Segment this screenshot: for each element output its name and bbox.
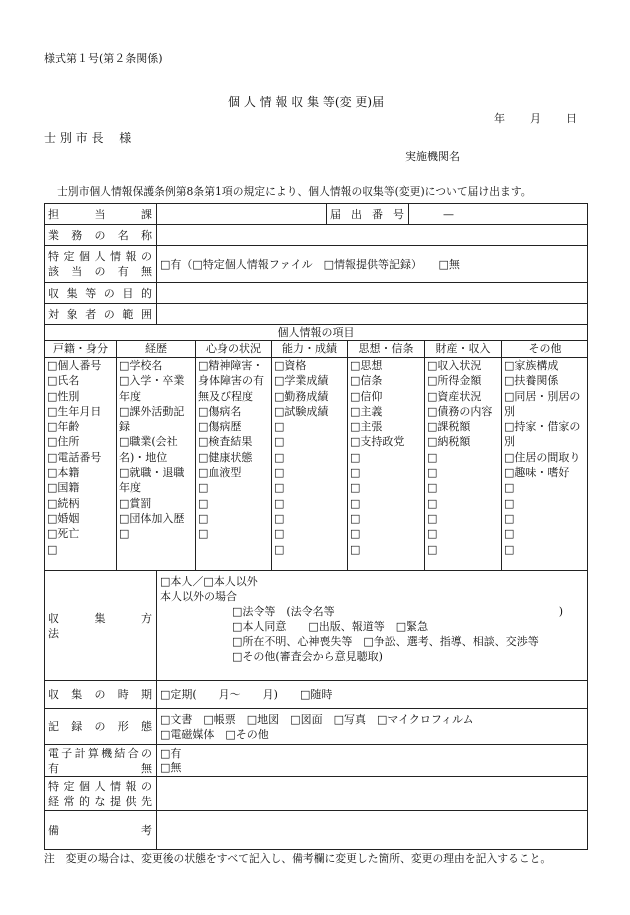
collection-method-options[interactable] (157, 571, 588, 681)
label-record-format: 記 録 の 形 態 (45, 709, 157, 745)
item-checkbox[interactable]: □債務の内容 (427, 404, 493, 418)
item-checkbox[interactable]: □ (274, 511, 285, 525)
date-month: 月 (530, 112, 541, 125)
item-checkbox[interactable]: □ (350, 466, 361, 480)
item-checkbox[interactable]: □ (504, 511, 515, 525)
label-department: 担 当 課 (45, 204, 157, 225)
item-checkbox[interactable]: □ (350, 511, 361, 525)
footnote: 注 変更の場合は、変更後の状態をすべて記入し、備考欄に変更した箇所、変更の理由を記入すること。 (44, 852, 552, 865)
method-line1[interactable]: □本人／□本人以外 (160, 575, 258, 588)
item-column-2 (196, 358, 272, 570)
item-checkbox[interactable]: □扶養関係 (504, 374, 559, 388)
label-business-name: 業 務 の 名 称 (45, 225, 157, 246)
item-checkbox[interactable]: □ (504, 542, 515, 556)
item-checkbox[interactable]: □死亡 (47, 527, 80, 541)
item-checkbox[interactable]: □主張 (350, 420, 383, 434)
item-checkbox[interactable]: □ (427, 511, 438, 525)
agency-label: 実施機関名 (405, 150, 460, 163)
item-checkbox[interactable]: □性別 (47, 389, 80, 403)
category-3: 能力・成績 (272, 341, 348, 357)
record-format-options[interactable] (157, 709, 588, 745)
item-checkbox[interactable]: □学校名 (119, 359, 163, 372)
item-checkbox[interactable]: □ (274, 527, 285, 541)
date-day: 日 (566, 112, 577, 125)
computer-link-options[interactable] (157, 745, 588, 777)
item-checkbox[interactable]: □課外活動記録 (119, 404, 185, 434)
item-checkbox[interactable]: □支持政党 (350, 435, 405, 449)
item-checkbox[interactable]: □ (274, 542, 285, 556)
item-checkbox[interactable]: □ (198, 481, 209, 495)
item-checkbox[interactable]: □ (350, 450, 361, 464)
item-checkbox[interactable]: □国籍 (47, 481, 80, 495)
item-checkbox[interactable]: □ (274, 450, 285, 464)
purpose-value[interactable] (157, 283, 588, 304)
category-1: 経歴 (117, 341, 196, 357)
item-checkbox[interactable]: □就職・退職年度 (119, 466, 185, 495)
method-line3[interactable] (160, 604, 584, 619)
item-checkbox[interactable]: □年齢 (47, 420, 80, 434)
record-format-line1[interactable]: □文書 □帳票 □地図 □図面 □写真 □マイクロフィルム (160, 712, 474, 726)
item-checkbox[interactable]: □血液型 (198, 466, 242, 480)
item-checkbox[interactable]: □ (350, 481, 361, 495)
item-checkbox[interactable]: □ (274, 466, 285, 480)
method-line2: 本人以外の場合 (160, 590, 237, 603)
label-purpose: 収 集 等 の 目 的 (45, 283, 157, 304)
item-checkbox[interactable]: □本籍 (47, 466, 80, 480)
notification-form (44, 203, 588, 850)
item-checkbox[interactable]: □試験成績 (274, 404, 329, 418)
label-provision (45, 777, 157, 811)
item-checkbox[interactable]: □ (427, 496, 438, 510)
label-collection-timing: 収 集 の 時 期 (45, 681, 157, 709)
item-checkbox[interactable]: □生年月日 (47, 404, 102, 418)
item-checkbox[interactable]: □主義 (350, 404, 383, 418)
computer-link-yes[interactable]: □有 (160, 746, 182, 760)
item-column-0 (45, 358, 117, 570)
category-2: 心身の状況 (196, 341, 272, 357)
item-column-4 (348, 358, 425, 570)
item-checkbox[interactable]: □ (350, 496, 361, 510)
item-checkbox[interactable]: □ (427, 450, 438, 464)
item-checkbox[interactable]: □傷病歴 (198, 420, 242, 434)
label-notification-number: 届 出 番 号 (327, 204, 409, 225)
item-checkbox[interactable]: □納税額 (427, 435, 471, 449)
target-scope-value[interactable] (157, 304, 588, 325)
provision-value[interactable] (157, 777, 588, 811)
method-line5[interactable]: □所在不明、心神喪失等 □争訟、選考、指導、相談、交渉等 (232, 635, 539, 648)
method-line6[interactable]: □その他(審査会から意見聴取) (232, 650, 383, 663)
label-specific-info (45, 246, 157, 283)
item-checkbox[interactable]: □資格 (274, 359, 307, 372)
notification-number-value[interactable] (409, 204, 588, 225)
category-row (45, 341, 587, 357)
item-checkbox[interactable]: □氏名 (47, 374, 80, 388)
notification-number-dash: — (443, 207, 454, 221)
item-checkbox[interactable]: □学業成績 (274, 374, 329, 388)
item-checkbox[interactable]: □信条 (350, 374, 383, 388)
item-checkbox[interactable]: □電話番号 (47, 450, 102, 464)
item-checkbox[interactable]: □ (274, 496, 285, 510)
item-checkbox[interactable]: □住居の間取り (504, 450, 581, 464)
item-checkbox[interactable]: □賞罰 (119, 496, 152, 510)
item-checkbox[interactable]: □続柄 (47, 496, 80, 510)
item-checkbox[interactable]: □ (350, 527, 361, 541)
collection-timing-options[interactable]: □定期( 月～ 月) □随時 (157, 681, 588, 709)
item-checkbox[interactable]: □家族構成 (504, 359, 559, 372)
category-0: 戸籍・身分 (45, 341, 117, 357)
remarks-value[interactable] (157, 811, 588, 850)
item-checkbox[interactable]: □収入状況 (427, 359, 482, 372)
label-computer-link-l2: 有 無 (48, 761, 153, 775)
form-number: 様式第１号(第２条関係) (44, 52, 163, 65)
item-checkbox[interactable]: □ (274, 435, 285, 449)
item-checkbox[interactable]: □ (198, 511, 209, 525)
method-line3-end: ) (558, 605, 563, 618)
category-6: その他 (528, 342, 562, 355)
label-specific-info-l1: 特定個人情報の (48, 250, 153, 263)
category-4: 思想・信条 (348, 341, 425, 357)
page-title: 個 人 情 報 収 集 等(変 更)届 (228, 95, 385, 109)
item-checkbox[interactable]: □趣味・嗜好 (504, 466, 570, 480)
items-header: 個人情報の項目 (45, 325, 588, 341)
label-specific-info-l2: 該 当 の 有 無 (48, 265, 153, 278)
record-format-line2[interactable]: □電磁媒体 □その他 (160, 727, 269, 741)
label-provision-l1: 特定個人情報の (48, 779, 153, 793)
item-checkbox[interactable]: □同居・別居の別 (504, 389, 581, 418)
item-checkbox[interactable]: □ (427, 527, 438, 541)
item-checkbox[interactable]: □ (350, 542, 361, 556)
label-target-scope: 対 象 者 の 範 囲 (45, 304, 157, 325)
item-checkbox[interactable]: □ (427, 542, 438, 556)
label-collection-method: 収 集 方 法 (45, 571, 157, 681)
item-checkbox[interactable]: □所得金額 (427, 374, 482, 388)
item-checkbox[interactable]: □健康状態 (198, 450, 253, 464)
item-checkbox[interactable]: □ (504, 481, 515, 495)
label-remarks: 備 考 (45, 811, 157, 850)
item-checkbox[interactable]: □検査結果 (198, 435, 253, 449)
method-line4[interactable]: □本人同意 □出版、報道等 □緊急 (232, 620, 429, 633)
addressee: 士 別 市 長 様 (44, 131, 132, 145)
item-checkbox[interactable]: □個人番号 (47, 359, 102, 372)
item-checkbox[interactable]: □ (427, 466, 438, 480)
item-columns (45, 357, 587, 570)
label-provision-l2: 経常的な提供先 (48, 794, 153, 808)
item-checkbox[interactable]: □ (198, 496, 209, 510)
item-checkbox[interactable]: □団体加入歴 (119, 511, 185, 525)
item-checkbox[interactable]: □ (504, 496, 515, 510)
item-column-5 (425, 358, 502, 570)
item-checkbox[interactable]: □ (198, 527, 209, 541)
item-checkbox[interactable]: □ (47, 542, 58, 556)
items-grid (45, 341, 588, 571)
item-checkbox[interactable]: □課税額 (427, 420, 471, 434)
business-name-value[interactable] (157, 225, 588, 246)
date-year: 年 (494, 112, 505, 125)
item-checkbox[interactable]: □資産状況 (427, 389, 482, 403)
item-checkbox[interactable]: □婚姻 (47, 511, 80, 525)
item-checkbox[interactable]: □職業(会社名)・地位 (119, 435, 178, 464)
item-column-3 (272, 358, 348, 570)
category-5: 財産・収入 (425, 341, 502, 357)
computer-link-no[interactable]: □無 (160, 760, 182, 774)
label-computer-link-l1: 電子計算機結合の (48, 746, 153, 760)
intro-text: 士別市個人情報保護条例第8条第1項の規定により、個人情報の収集等(変更)について届け出ます。 (57, 185, 532, 198)
item-checkbox[interactable]: □信仰 (350, 389, 383, 403)
department-value[interactable] (157, 204, 327, 225)
item-column-6 (502, 358, 588, 570)
item-column-1 (117, 358, 196, 570)
item-checkbox[interactable]: □ (274, 420, 285, 434)
item-checkbox[interactable]: □持家・借家の別 (504, 420, 581, 449)
item-checkbox[interactable]: □精神障害・身体障害の有無及び程度 (198, 359, 264, 403)
item-checkbox[interactable]: □入学・卒業年度 (119, 374, 185, 403)
item-checkbox[interactable]: □ (504, 527, 515, 541)
item-checkbox[interactable]: □傷病名 (198, 404, 242, 418)
specific-info-options[interactable]: □有（□特定個人情報ファイル □情報提供等記録） □無 (157, 246, 588, 283)
item-checkbox[interactable]: □ (119, 527, 130, 541)
item-checkbox[interactable]: □勤務成績 (274, 389, 329, 403)
method-line3-text: □法令等 (法令名等 (232, 605, 335, 618)
item-checkbox[interactable]: □思想 (350, 359, 383, 372)
item-checkbox[interactable]: □住所 (47, 435, 80, 449)
label-computer-link (45, 745, 157, 777)
item-checkbox[interactable]: □ (274, 481, 285, 495)
item-checkbox[interactable]: □ (427, 481, 438, 495)
